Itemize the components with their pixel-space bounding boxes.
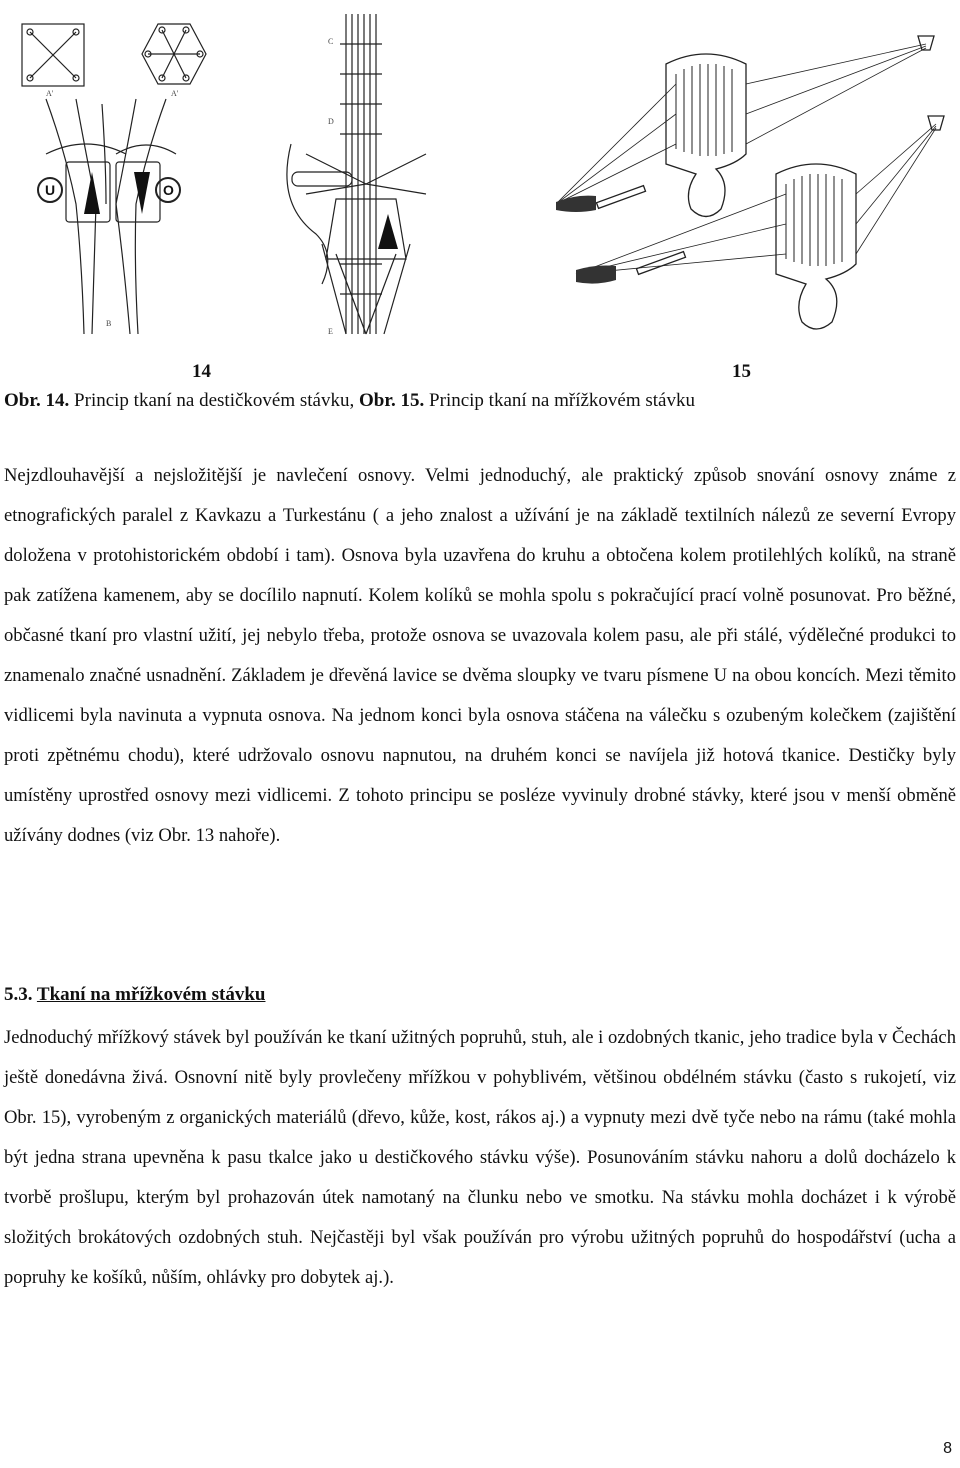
upper-heddle — [666, 54, 746, 217]
page-number: 8 — [943, 1440, 952, 1457]
section-title: Tkaní na mřížkovém stávku — [36, 984, 266, 1005]
figure-15-drawing — [556, 24, 956, 350]
figure-14-number: 14 — [192, 361, 211, 382]
label-c: C — [328, 37, 334, 46]
section-number: 5.3. — [4, 984, 33, 1005]
body-paragraph-1: Nejzdlouhavější a nejsložitější je navlečení osnovy. Velmi jednoduchý, ale praktický způsob snování osnovy známe z etnografických paralel z Kavkazu a Turkestánu ( a jeho znalost a užívání je na základě textilních nálezů ze severní Evropy doložena v protohistorickém období i tam). Osnova byla uzavřena do kruhu a obtočena kolem protilehlých kolíků, na straně pak zatížena kamenem, aby se docílilo napnutí. Kolem kolíků se mohla spolu s pokračující prací volně posunovat. Pro běžné, občasné tkaní pro vlastní užití, jej nebylo třeba, protože osnova se uvazovala kolem pasu, ale při stálé, výdělečné produkci to znamenalo značné usnadnění. Základem je dřevěná lavice se dvěma sloupky ve tvaru písmene U na obou koncích. Mezi těmito vidlicemi byla navinuta a vypnuta osnova. Na jednom konci byla osnova stáčena na válečku s ozubeným kolečkem (zajištění proti zpětnému chodu), které udržovalo osnovu napnutou, na druhém konci se navíjela již hotová tkanice. Destičky byly umístěny uprostřed osnovy mezi vidlicemi. Z tohoto principu se posléze vyvinuly drobné stávky, které jsou v menší obměně užívány dodnes (viz Obr. 13 nahoře). — [4, 465, 956, 846]
label-a2: A' — [171, 89, 179, 98]
label-o: O — [163, 182, 174, 198]
caption-text-14: Princip tkaní na destičkovém stávku, — [69, 390, 359, 411]
figure-14-tablet-weaving — [6, 4, 454, 356]
figure-15-number: 15 — [732, 361, 751, 382]
label-u: U — [45, 182, 56, 198]
body-paragraph-2: Jednoduchý mřížkový stávek byl používán ke tkaní užitných popruhů, stuh, ale i ozdobných tkanic, jeho tradice byla v Čechách ještě donedávna živá. Osnovní nitě byly provlečeny mřížkou v pohyblivém, většinou obdélném stávku (často s rukojetí, viz Obr. 15), vyrobeným z organických materiálů (dřevo, kůže, kost, rákos aj.) a vypnuty mezi dvě tyče nebo na rámu (také mohla být jedna strana upevněna k pasu tkalce jako u destičkového stávku výše). Posunováním stávku nahoru a dolů docházelo k tvorbě prošlupu, kterým byl prohazován útek namotaný na člunku nebo ve smotku. Na stávku mohla docházet i k výrobě složitých brokátových ozdobných stuh. Nejčastěji byl však používán pro výrobu užitných popruhů do hospodářství (ucha a popruhy ke košíků, nůším, ohlávky pro dobytek aj.). — [4, 1027, 956, 1288]
label-e: E — [328, 327, 333, 336]
figure-14-drawing — [6, 4, 454, 356]
caption-label-15: Obr. 15. — [359, 390, 425, 411]
label-d: D — [328, 117, 334, 126]
label-a1: A' — [46, 89, 54, 98]
figure-caption — [4, 390, 956, 412]
caption-text-15: Princip tkaní na mřížkovém stávku — [424, 390, 695, 411]
figure-15-rigid-heddle — [556, 24, 956, 350]
tablet-pack — [326, 199, 406, 259]
section-heading — [4, 984, 265, 1006]
lower-heddle — [776, 164, 856, 329]
label-b: B — [106, 319, 112, 328]
caption-label-14: Obr. 14. — [4, 390, 70, 411]
